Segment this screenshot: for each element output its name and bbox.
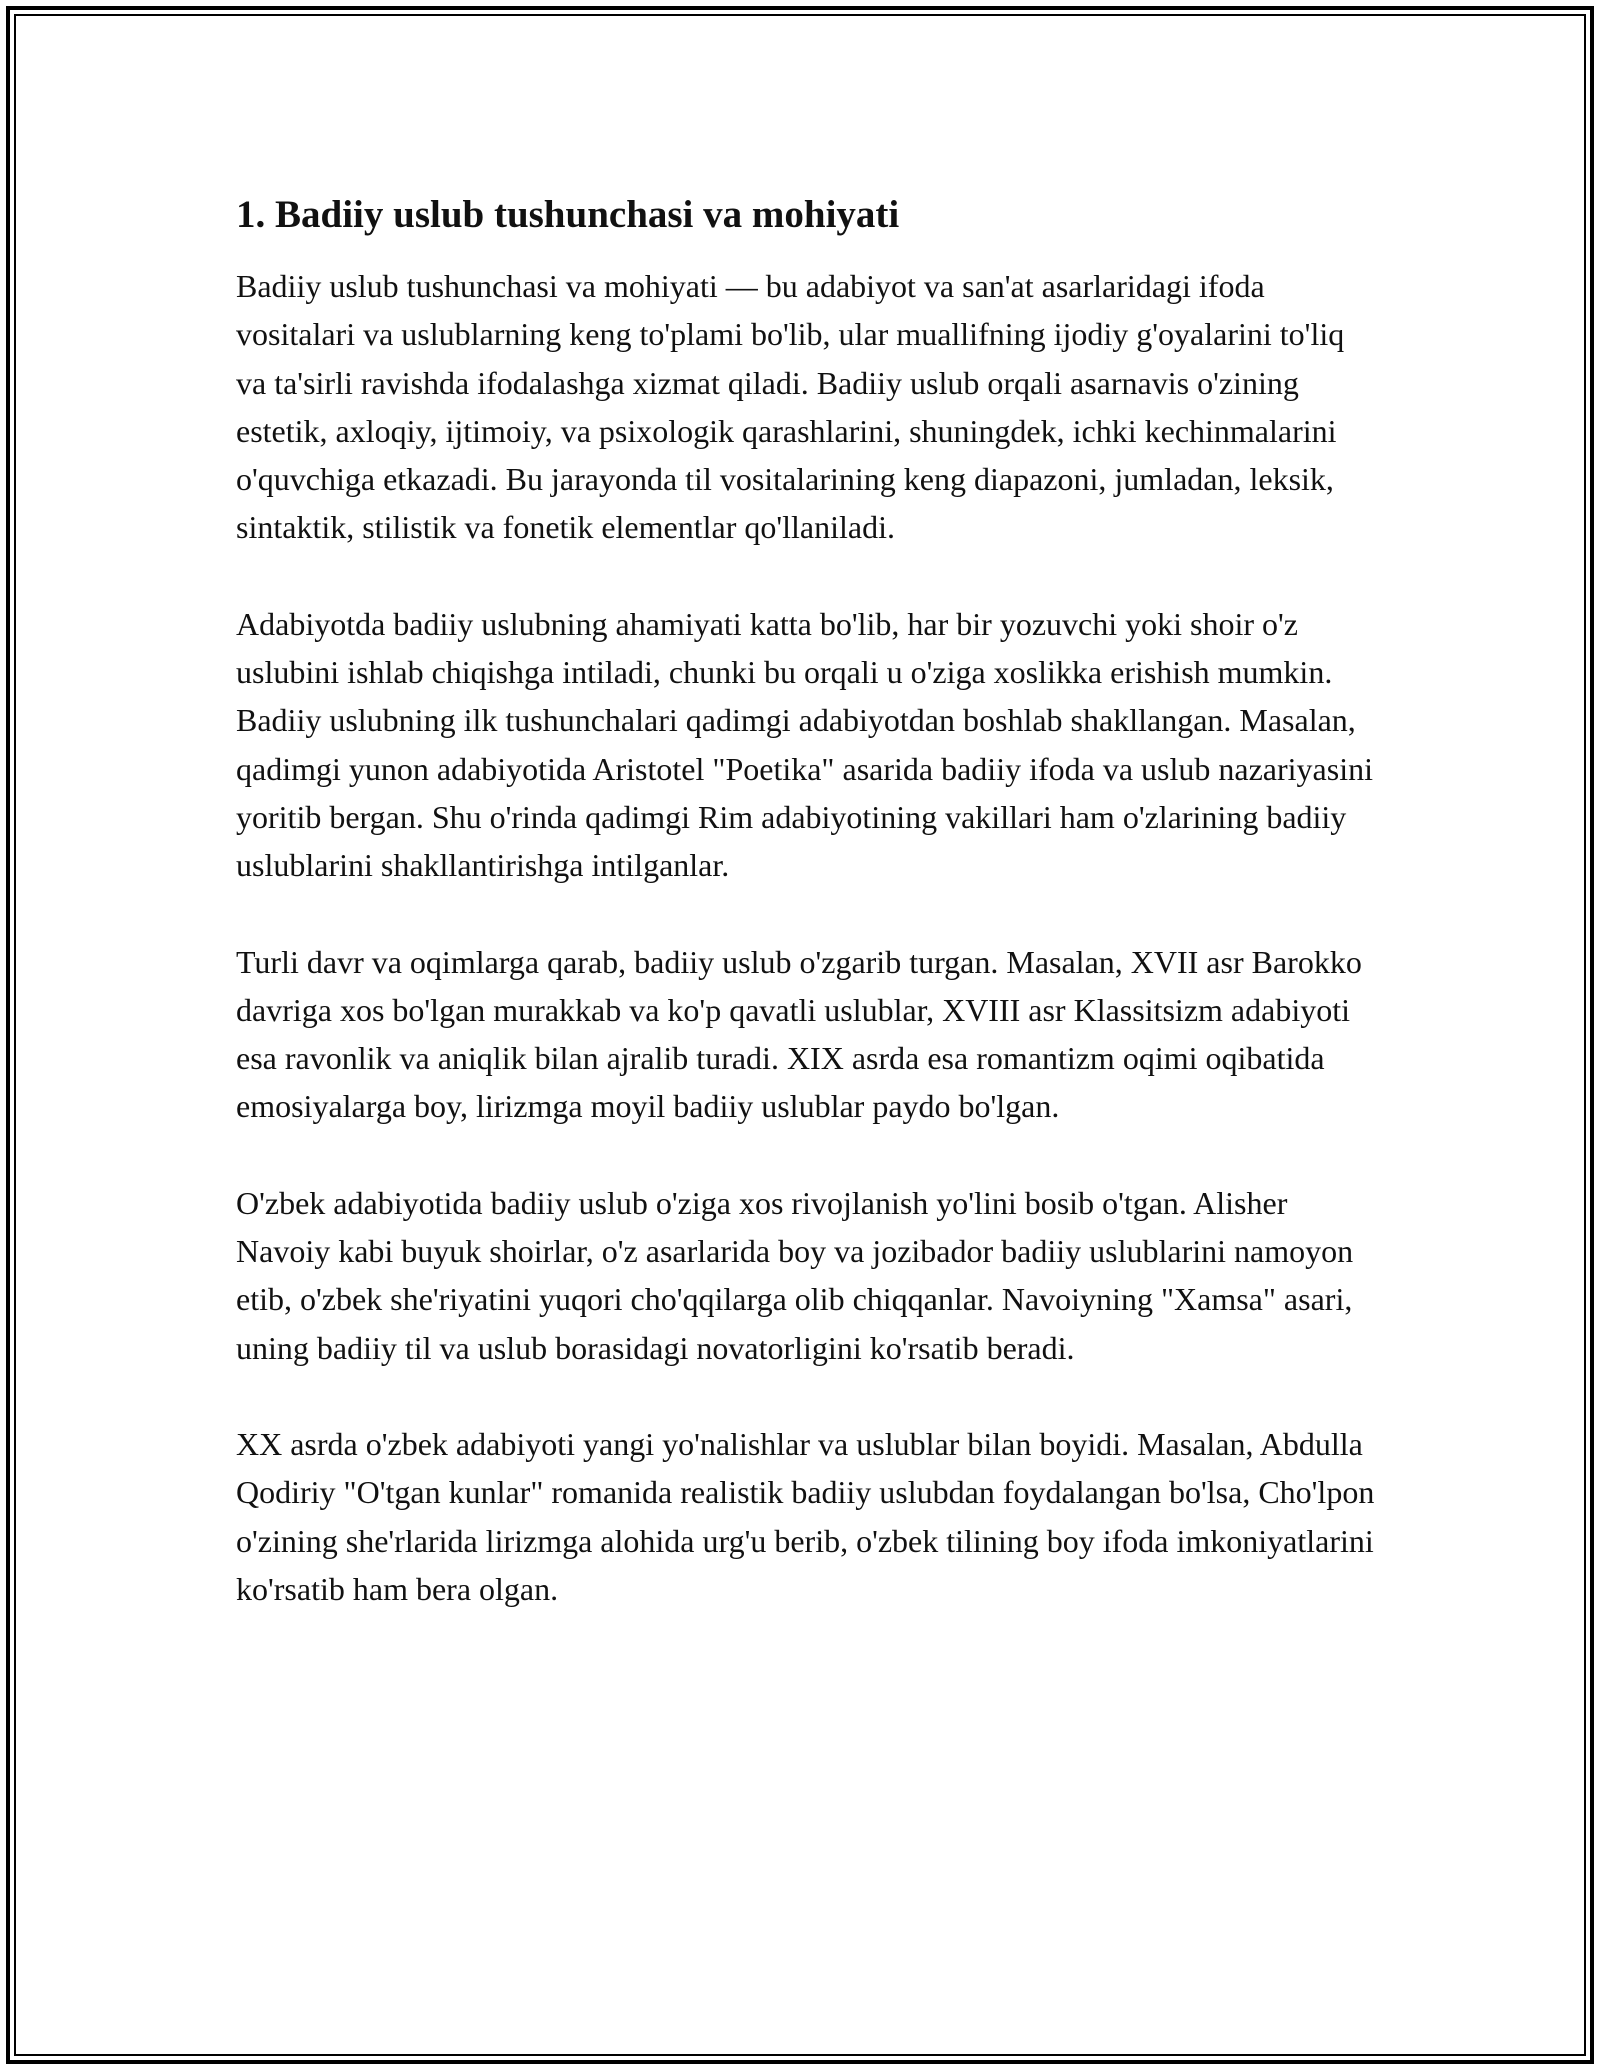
paragraph-2: Adabiyotda badiiy uslubning ahamiyati katta bo'lib, har bir yozuvchi yoki shoir o'z uslubini ishlab chiqishga intiladi, chunki bu orqali u o'ziga xoslikka erishish mumkin. Badiiy uslubning ilk tushunchalari qadimgi adabiyotdan boshlab shakllangan. Masalan, qadimgi yunon adabiyotida Aristotel "Poetika" asarida badiiy ifoda va uslub nazariyasini yoritib bergan. Shu o'rinda qadimgi Rim adabiyotining vakillari ham o'zlarining badiiy uslublarini shakllantirishga intilganlar. [236,605,1373,884]
paragraph-4: O'zbek adabiyotida badiiy uslub o'ziga xos rivojlanish yo'lini bosib o'tgan. Alisher Navoiy kabi buyuk shoirlar, o'z asarlarida boy va jozibador badiiy uslublarini namoyon etib, o'zbek she'riyatini yuqori cho'qqilarga olib chiqqanlar. Navoiyning "Xamsa" asari, uning badiiy til va uslub borasidagi novatorligini ko'rsatib beradi. [236,1184,1354,1366]
section-heading: 1. Badiiy uslub tushunchasi va mohiyati [236,193,900,236]
paragraph-3: Turli davr va oqimlarga qarab, badiiy uslub o'zgarib turgan. Masalan, XVII asr Barokko davriga xos bo'lgan murakkab va ko'p qavatli uslublar, XVIII asr Klassitsizm adabiyoti esa ravonlik va aniqlik bilan ajralib turadi. XIX asrda esa romantizm oqimi oqibatida emosiyalarga boy, lirizmga moyil badiiy uslublar paydo bo'lgan. [236,943,1362,1125]
document-body [236,188,1376,1661]
paragraph-1: Badiiy uslub tushunchasi va mohiyati — bu adabiyot va san'at asarlaridagi ifoda vositalari va uslublarning keng to'plami bo'lib, ular muallifning ijodiy g'oyalarini to'liq va ta'sirli ravishda ifodalashga xizmat qiladi. Badiiy uslub orqali asarnavis o'zining estetik, axloqiy, ijtimoiy, va psixologik qarashlarini, shuningdek, ichki kechinmalarini o'quvchiga etkazadi. Bu jarayonda til vositalarining keng diapazoni, jumladan, leksik, sintaktik, stilistik va fonetik elementlar qo'llaniladi. [236,268,1345,546]
paragraph-5: XX asrda o'zbek adabiyoti yangi yo'nalishlar va uslublar bilan boyidi. Masalan, Abdulla Qodiriy "O'tgan kunlar" romanida realistik badiiy uslubdan foydalangan bo'lsa, Cho'lpon o'zining she'rlarida lirizmga alohida urg'u berib, o'zbek tilining boy ifoda imkoniyatlarini ko'rsatib ham bera olgan. [236,1425,1375,1607]
